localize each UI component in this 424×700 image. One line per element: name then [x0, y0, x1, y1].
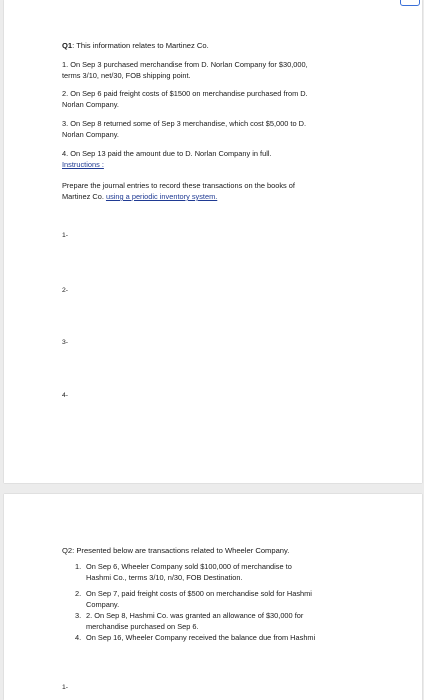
- q1-answer-3: 3-: [62, 339, 69, 346]
- q1-item-2-line2: Norlan Company.: [62, 100, 119, 109]
- q1-item-3-line2: Norlan Company.: [62, 130, 119, 139]
- q2-item-2-number: 2.: [75, 589, 82, 598]
- q2-item-4-line1: On Sep 16, Wheeler Company received the balance due from Hashmi: [86, 633, 316, 642]
- q2-item-3: [62, 610, 382, 632]
- q2-item-4: [62, 632, 382, 643]
- q1-prepare: [62, 180, 382, 202]
- q1-item-4-line1: 4. On Sep 13 paid the amount due to D. Norlan Company in full.: [62, 149, 272, 158]
- q1-answer-4: 4-: [62, 392, 69, 399]
- q1-label: Q1: [62, 41, 73, 50]
- q2-label: Q2: [62, 546, 73, 555]
- q1-item-3: [62, 118, 382, 140]
- q2-title: [62, 545, 289, 556]
- q1-title: [62, 40, 209, 51]
- q1-title-text: : This information relates to Martinez Co.: [72, 41, 209, 50]
- page-corner-button[interactable]: [400, 0, 420, 6]
- q1-answer-1: 1-: [62, 232, 69, 239]
- q2-item-2-line1: On Sep 7, paid freight costs of $500 on merchandise sold for Hashmi: [86, 589, 312, 598]
- q1-item-4: [62, 148, 382, 170]
- instructions-link[interactable]: Instructions :: [62, 160, 104, 169]
- q2-item-1-line2: Hashmi Co., terms 3/10, n/30, FOB Destination.: [86, 573, 243, 582]
- q2-item-3-line2: merchandise purchased on Sep 6.: [86, 622, 199, 631]
- q1-item-2: [62, 88, 382, 110]
- q2-item-1-line1: On Sep 6, Wheeler Company sold $100,000 of merchandise to: [86, 562, 292, 571]
- q2-item-2-line2: Company.: [86, 600, 120, 609]
- q2-title-text: : Presented below are transactions related to Wheeler Company.: [72, 546, 290, 555]
- q1-answer-2: 2-: [62, 287, 69, 294]
- q2-item-4-number: 4.: [75, 633, 82, 642]
- q1-item-3-line1: 3. On Sep 8 returned some of Sep 3 merchandise, which cost $5,000 to D.: [62, 119, 307, 128]
- q1-prepare-line2: Martinez Co.: [62, 192, 106, 201]
- q2-item-3-number: 3.: [75, 611, 82, 620]
- q1-item-1-line2: terms 3/10, net/30, FOB shipping point.: [62, 71, 191, 80]
- q2-transaction-list: [62, 561, 382, 643]
- q2-item-1: [62, 561, 382, 583]
- q1-prepare-line1: Prepare the journal entries to record these transactions on the books of: [62, 181, 295, 190]
- q1-item-2-line1: 2. On Sep 6 paid freight costs of $1500 on merchandise purchased from D.: [62, 89, 308, 98]
- q2-answer-1: 1-: [62, 684, 69, 691]
- periodic-inventory-link[interactable]: using a periodic inventory system.: [105, 192, 218, 201]
- q2-item-3-line1: 2. On Sep 8, Hashmi Co. was granted an allowance of $30,000 for: [86, 611, 304, 620]
- q2-item-1-number: 1.: [75, 562, 82, 571]
- q2-item-2: [62, 588, 382, 610]
- q1-item-1: [62, 59, 382, 81]
- q1-item-1-line1: 1. On Sep 3 purchased merchandise from D. Norlan Company for $30,000,: [62, 60, 308, 69]
